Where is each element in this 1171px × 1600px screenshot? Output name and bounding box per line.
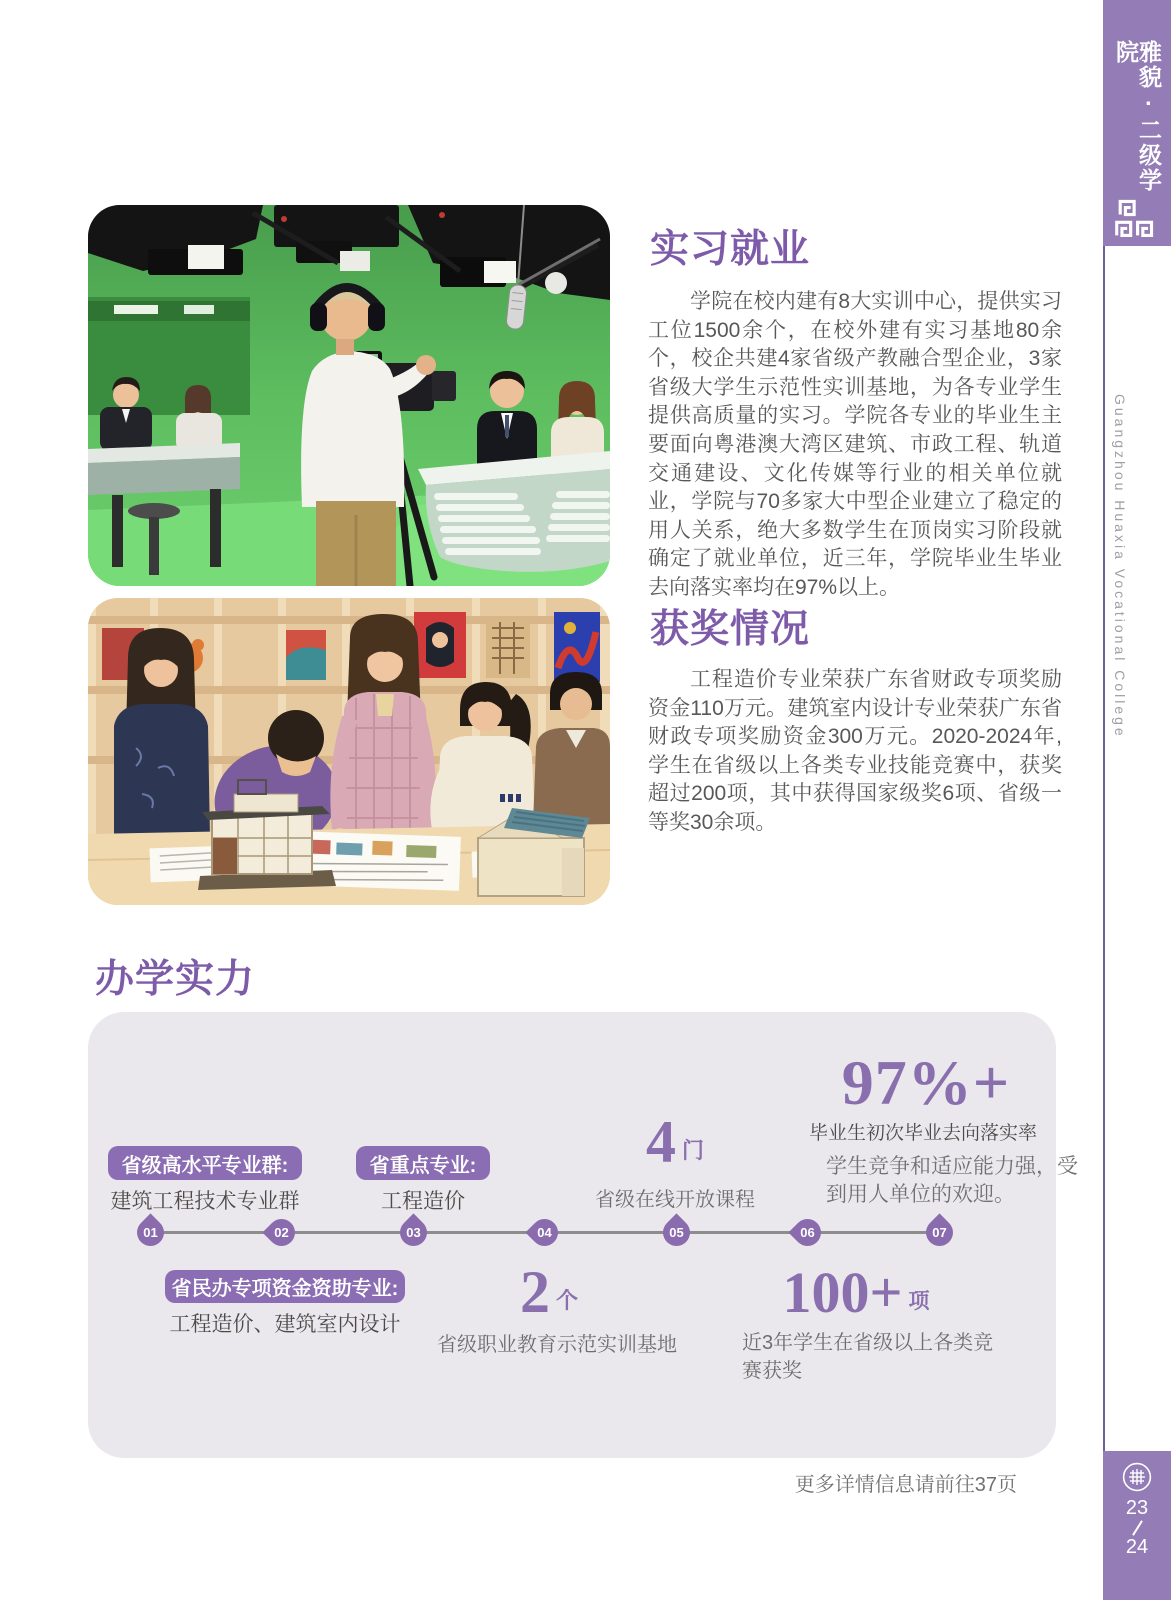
stat-bases-unit: 个 — [555, 1288, 578, 1313]
timeline-marker-02 — [262, 1213, 300, 1251]
stat-courses-label: 省级在线开放课程 — [595, 1189, 755, 1211]
stat-awards — [748, 1260, 964, 1325]
stat-awards-unit: 项 — [908, 1290, 930, 1313]
sidebar-vertical-title: 雅貌·二级学院 — [1113, 40, 1162, 193]
badge-funded-majors-content: 工程造价、建筑室内设计 — [169, 1313, 401, 1336]
internship-heading: 实习就业 — [650, 228, 811, 271]
sidebar-title-wrap — [1103, 40, 1171, 198]
stat-bases-label: 省级职业教育示范实训基地 — [437, 1334, 677, 1356]
sidebar-footer-band — [1103, 1451, 1171, 1600]
strength-heading: 办学实力 — [95, 958, 256, 1001]
internship-body: 学院在校内建有8大实训中心，提供实习工位1500余个，在校外建有实习基地80余个，校企共建4家省级产教融合型企业，3家省级大学生示范性实训基地，为各专业学生提供高质量的实习。学院各专业的毕业生主要面向粤港澳大湾区建筑、市政工程、轨道交通建设、文化传媒等行业的相关单位就业，学院与70多家大中型企业建立了稳定的用人关系，绝大多数学生在顶岗实习阶段就确定了就业单位，近三年，学院毕业生毕业去向落实率均在97%以上。 — [648, 290, 1062, 599]
timeline-number: 07 — [931, 1225, 947, 1240]
timeline-marker-06 — [788, 1213, 826, 1251]
stat-courses-value: 4 — [645, 1109, 676, 1175]
awards-heading: 获奖情况 — [650, 608, 811, 651]
timeline-marker-03 — [394, 1213, 432, 1251]
more-info-note: 更多详情信息请前往37页 — [794, 1474, 1017, 1496]
timeline-marker-05 — [657, 1213, 695, 1251]
college-seal-icon — [1122, 1462, 1152, 1497]
badge-provincial-group: 省级高水平专业群: — [108, 1146, 302, 1180]
badge-key-major-content: 工程造价 — [381, 1190, 465, 1213]
stat-employment-rate-note: 学生竞争和适应能力强，受到用人单位的欢迎。 — [826, 1155, 1078, 1206]
badge-provincial-group-content: 建筑工程技术专业群 — [110, 1190, 300, 1213]
sidebar-divider-line — [1103, 246, 1105, 1451]
stat-awards-label: 近3年学生在省级以上各类竞赛获奖 — [742, 1332, 994, 1382]
strength-stats-panel — [88, 1012, 1078, 1458]
stat-awards-value: 100+ — [782, 1260, 903, 1325]
timeline-marker-04 — [525, 1213, 563, 1251]
timeline-marker-01 — [131, 1213, 169, 1251]
awards-body: 工程造价专业荣获广东省财政专项奖励资金110万元。建筑室内设计专业荣获广东省财政专项奖励资金300万元。2020-2024年,学生在省级以上各类专业技能竞赛中，获奖超过200项，其中获得国家级奖6项、省级一等奖30余项。 — [648, 668, 1062, 834]
badge-key-major: 省重点专业: — [356, 1146, 490, 1180]
timeline-number: 04 — [537, 1225, 552, 1240]
maze-squares-icon — [1114, 198, 1156, 243]
page-number-slash — [1132, 1520, 1143, 1535]
timeline-number: 02 — [274, 1225, 289, 1240]
page-number-left: 23 — [1125, 1497, 1149, 1519]
stat-courses — [585, 1109, 765, 1175]
stat-courses-unit: 门 — [681, 1138, 704, 1163]
page-number-right: 24 — [1125, 1536, 1149, 1558]
badge-funded-majors: 省民办专项资金资助专业: — [165, 1270, 405, 1303]
timeline-number: 01 — [142, 1225, 158, 1240]
timeline-number: 06 — [800, 1225, 815, 1240]
stat-bases — [479, 1259, 619, 1325]
timeline-number: 03 — [405, 1225, 421, 1240]
stat-employment-rate-label: 毕业生初次毕业去向落实率 — [808, 1123, 1037, 1144]
model-workshop-photo — [88, 598, 610, 905]
tv-studio-photo — [88, 205, 610, 586]
stat-employment-rate-value: 97%+ — [841, 1047, 1011, 1118]
timeline-number: 05 — [668, 1225, 684, 1240]
timeline-marker-07 — [920, 1213, 958, 1251]
stat-bases-value: 2 — [519, 1259, 550, 1325]
sidebar-english-title: Guangzhou Huaxia Vocational College — [1112, 394, 1128, 739]
